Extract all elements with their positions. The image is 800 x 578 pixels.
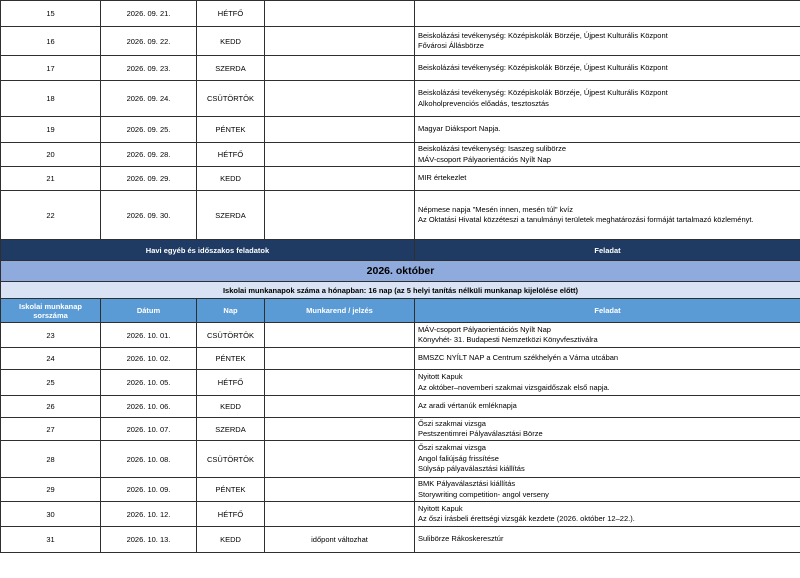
table-row (1, 191, 800, 240)
workdays-info: Iskolai munkanapok száma a hónapban: 16 nap (az 5 helyi tanítás nélküli munkanap kijelölése előtt) (1, 282, 800, 299)
row-date: 2026. 09. 29. (101, 167, 197, 191)
row-date: 2026. 09. 23. (101, 56, 197, 81)
row-date: 2026. 10. 02. (101, 348, 197, 370)
task-line: Az őszi írásbeli érettségi vizsgák kezdete (2026. október 12–22.). (418, 514, 635, 523)
workdays-info-row (1, 282, 800, 299)
row-tasks (415, 396, 800, 418)
row-schedule (265, 81, 415, 117)
row-day: CSÜTÖRTÖK (197, 323, 265, 348)
task-line: Sulibörze Rákoskeresztúr (418, 534, 504, 544)
task-line: Őszi szakmai vizsga (418, 418, 486, 428)
table-row (1, 167, 800, 191)
table-row (1, 527, 800, 553)
task-line: BMSZC NYÍLT NAP a Centrum székhelyén a Várna utcában (418, 353, 619, 363)
row-date: 2026. 09. 25. (101, 117, 197, 143)
task-line: Pestszentimrei Pályaválasztási Börze (418, 429, 543, 438)
row-date: 2026. 10. 07. (101, 418, 197, 441)
row-number: 27 (1, 418, 101, 441)
row-day: PÉNTEK (197, 117, 265, 143)
col-header-num-line2: sorszáma (33, 310, 68, 320)
row-day: HÉTFŐ (197, 1, 265, 27)
row-tasks (415, 323, 800, 348)
row-schedule: időpont változhat (265, 527, 415, 553)
task-line: MÁV-csoport Pályaorientációs Nyílt Nap (418, 154, 551, 164)
month-title-row (1, 261, 800, 282)
row-number: 22 (1, 191, 101, 240)
table-row (1, 56, 800, 81)
table-row (1, 418, 800, 441)
task-line: Sülysáp pályaválasztási kiállítás (418, 464, 525, 474)
row-day: HÉTFŐ (197, 143, 265, 167)
task-line: Népmese napja "Mesén innen, mesén túl" kvíz (418, 204, 573, 214)
row-tasks (415, 167, 800, 191)
row-date: 2026. 10. 06. (101, 396, 197, 418)
row-tasks (415, 1, 800, 27)
row-tasks (415, 370, 800, 396)
row-tasks (415, 502, 800, 527)
row-number: 31 (1, 527, 101, 553)
monthly-tasks-header (1, 240, 800, 261)
row-day: PÉNTEK (197, 478, 265, 502)
row-number: 21 (1, 167, 101, 191)
task-line: Fővárosi Állásbörze (418, 41, 484, 50)
task-line: Beiskolázási tevékenység: Középiskolák Börzéje, Újpest Kulturális Központ (418, 62, 668, 72)
month-title: 2026. október (1, 261, 800, 282)
row-schedule (265, 167, 415, 191)
table-row (1, 323, 800, 348)
row-schedule (265, 418, 415, 441)
task-line: MÁV-csoport Pályaorientációs Nyílt Nap (418, 324, 551, 334)
monthly-tasks-task-header: Feladat (415, 240, 800, 261)
table-row (1, 502, 800, 527)
row-tasks (415, 81, 800, 117)
row-number: 23 (1, 323, 101, 348)
october-rows (1, 323, 800, 553)
row-number: 30 (1, 502, 101, 527)
row-schedule (265, 348, 415, 370)
row-date: 2026. 10. 12. (101, 502, 197, 527)
table-row (1, 81, 800, 117)
row-schedule (265, 191, 415, 240)
table-row (1, 1, 800, 27)
row-date: 2026. 09. 21. (101, 1, 197, 27)
row-day: KEDD (197, 167, 265, 191)
task-line: BMK Pályaválasztási kiállítás (418, 479, 516, 488)
task-line: Beiskolázási tevékenység: Középiskolák Börzéje, Újpest Kulturális Központ (418, 88, 668, 97)
row-schedule (265, 27, 415, 56)
row-schedule (265, 502, 415, 527)
row-date: 2026. 10. 08. (101, 441, 197, 478)
row-number: 24 (1, 348, 101, 370)
row-tasks (415, 441, 800, 478)
row-day: CSÜTÖRTÖK (197, 441, 265, 478)
task-line: Nyitott Kapuk (418, 503, 463, 513)
row-day: SZERDA (197, 418, 265, 441)
row-day: PÉNTEK (197, 348, 265, 370)
task-line: Könyvhét- 31. Budapesti Nemzetközi Könyvfesztiválra (418, 335, 598, 344)
row-number: 29 (1, 478, 101, 502)
task-line: Storywriting competition- angol verseny (418, 489, 549, 499)
row-schedule (265, 143, 415, 167)
col-header-schedule: Munkarend / jelzés (265, 299, 415, 323)
table-row (1, 441, 800, 478)
row-number: 18 (1, 81, 101, 117)
row-date: 2026. 10. 05. (101, 370, 197, 396)
task-line: Őszi szakmai vizsga (418, 443, 486, 453)
task-line: Nyitott Kapuk (418, 372, 463, 381)
row-number: 25 (1, 370, 101, 396)
row-date: 2026. 10. 09. (101, 478, 197, 502)
row-schedule (265, 323, 415, 348)
row-date: 2026. 09. 30. (101, 191, 197, 240)
row-schedule (265, 478, 415, 502)
row-schedule (265, 396, 415, 418)
row-day: CSÜTÖRTÖK (197, 81, 265, 117)
row-date: 2026. 09. 24. (101, 81, 197, 117)
col-header-day: Nap (197, 299, 265, 323)
row-day: KEDD (197, 27, 265, 56)
october-header-block (1, 240, 800, 323)
table-row (1, 143, 800, 167)
task-line: Az október–novemberi szakmai vizsgaidőszak első napja. (418, 382, 610, 392)
table-row (1, 396, 800, 418)
row-tasks (415, 117, 800, 143)
row-day: KEDD (197, 527, 265, 553)
row-day: SZERDA (197, 56, 265, 81)
row-number: 20 (1, 143, 101, 167)
row-day: HÉTFŐ (197, 370, 265, 396)
row-day: HÉTFŐ (197, 502, 265, 527)
row-number: 15 (1, 1, 101, 27)
row-number: 28 (1, 441, 101, 478)
row-tasks (415, 143, 800, 167)
row-date: 2026. 09. 22. (101, 27, 197, 56)
task-line: Angol faliújság frissítése (418, 453, 499, 463)
row-number: 16 (1, 27, 101, 56)
table-row (1, 117, 800, 143)
row-tasks (415, 527, 800, 553)
row-day: SZERDA (197, 191, 265, 240)
task-line: MIR értekezlet (418, 173, 467, 183)
row-tasks (415, 191, 800, 240)
monthly-tasks-label: Havi egyéb és időszakos feladatok (1, 240, 415, 261)
col-header-num-line1: Iskolai munkanap (19, 301, 82, 311)
row-date: 2026. 10. 01. (101, 323, 197, 348)
row-number: 17 (1, 56, 101, 81)
task-line: Az aradi vértanúk emléknapja (418, 401, 517, 411)
row-schedule (265, 1, 415, 27)
row-date: 2026. 10. 13. (101, 527, 197, 553)
row-tasks (415, 56, 800, 81)
row-date: 2026. 09. 28. (101, 143, 197, 167)
row-number: 26 (1, 396, 101, 418)
task-line: Magyar Diáksport Napja. (418, 124, 501, 134)
table-row (1, 370, 800, 396)
september-rows (1, 1, 800, 240)
col-header-tasks: Feladat (415, 299, 800, 323)
row-day: KEDD (197, 396, 265, 418)
table-row (1, 27, 800, 56)
row-schedule (265, 370, 415, 396)
row-schedule (265, 441, 415, 478)
task-line: Beiskolázási tevékenység: Középiskolák Börzéje, Újpest Kulturális Központ (418, 30, 668, 40)
row-schedule (265, 117, 415, 143)
column-header-row (1, 299, 800, 323)
table-row (1, 348, 800, 370)
row-tasks (415, 348, 800, 370)
row-number: 19 (1, 117, 101, 143)
col-header-date: Dátum (101, 299, 197, 323)
table-row (1, 478, 800, 502)
row-tasks (415, 418, 800, 441)
col-header-num (1, 299, 101, 323)
row-tasks (415, 27, 800, 56)
task-line: Alkoholprevenciós előadás, tesztosztás (418, 98, 549, 108)
task-line: Az Oktatási Hivatal közzéteszi a tanulmányi területek meghatározási formáját tartalmazó közleményt. (418, 215, 754, 224)
row-schedule (265, 56, 415, 81)
task-line: Beiskolázási tevékenység: Isaszeg sulibörze (418, 144, 566, 153)
row-tasks (415, 478, 800, 502)
